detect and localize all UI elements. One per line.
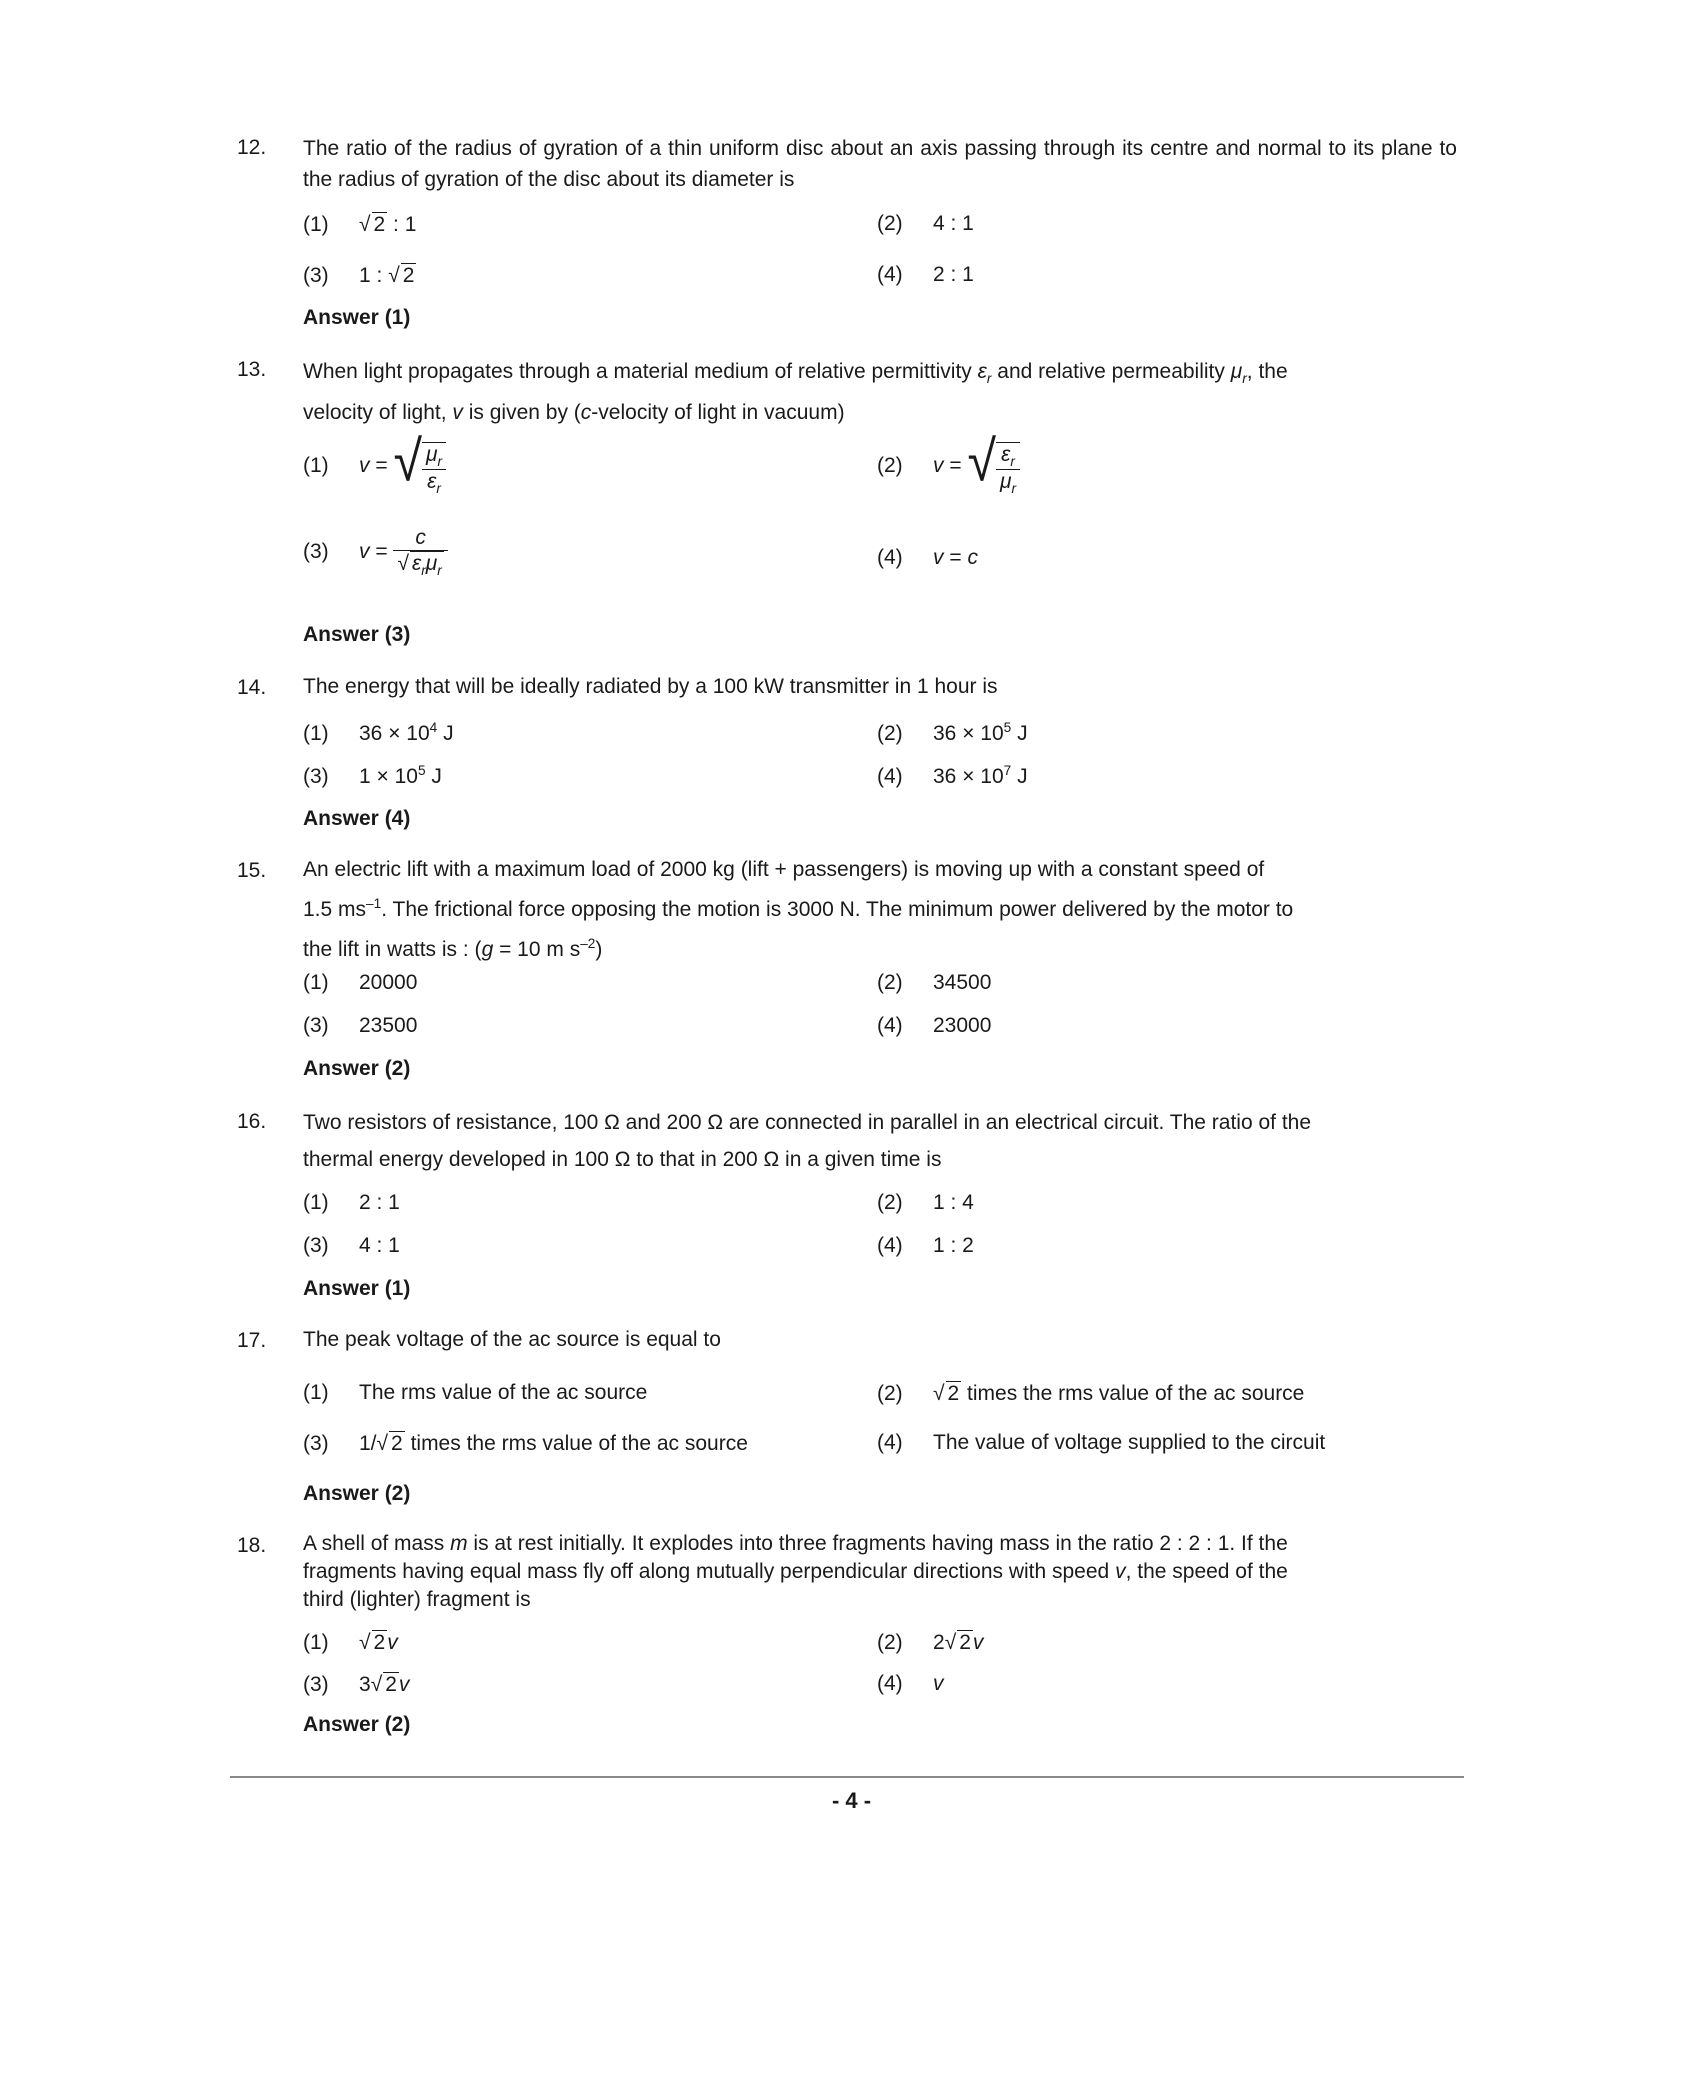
option-label: (1)	[303, 722, 329, 745]
option-value: √ $\frac{\varepsilon_r}{\mu_r}$	[967, 436, 1020, 496]
option-1	[303, 1191, 400, 1215]
option-value: √ 2 times the rms value of the ac source	[933, 1382, 1305, 1405]
option-label: (1)	[303, 213, 329, 236]
option-label: (4)	[877, 765, 903, 788]
question-text	[303, 1530, 1457, 1614]
question-text-line-2: thermal energy developed in 100 Ω to that in 200 Ω in a given time is	[303, 1148, 942, 1171]
option-label: (4)	[877, 263, 903, 286]
answer-label: Answer (2)	[303, 1482, 411, 1505]
option-value: 20000	[359, 971, 418, 994]
question-number: 17.	[237, 1329, 267, 1352]
option-value: $1 \times 10^5$ J	[359, 763, 442, 788]
question-text-line-1: A shell of mass m is at rest initially. It explodes into three fragments having mass in the ratio 2 : 2 : 1. If the	[303, 1532, 1288, 1555]
question-number: 14.	[237, 676, 267, 699]
option-4	[877, 546, 978, 570]
option-label: (3)	[303, 1014, 329, 1037]
option-label: (2)	[877, 212, 903, 235]
option-label: (1)	[303, 1191, 329, 1214]
question-text	[303, 355, 1457, 430]
option-label: (4)	[877, 1672, 903, 1695]
question-number: 15.	[237, 859, 267, 882]
question-number: 18.	[237, 1534, 267, 1557]
option-label: (4)	[877, 1431, 903, 1454]
answer-label: Answer (1)	[303, 306, 411, 329]
question-text-line-1: Two resistors of resistance, 100 Ω and 200 Ω are connected in parallel in an electrical circuit. The ratio of the	[303, 1111, 1312, 1134]
option-value: $36 \times 10^4$ J	[359, 720, 454, 745]
option-1	[303, 1381, 647, 1405]
answer-label: Answer (4)	[303, 807, 411, 830]
option-label: (3)	[303, 264, 329, 287]
option-value: 23000	[933, 1014, 992, 1037]
option-value: √ $\frac{\mu_r}{\varepsilon_r}$	[393, 436, 446, 496]
answer-label: Answer (3)	[303, 623, 411, 646]
option-1	[303, 720, 454, 746]
option-2	[877, 720, 1028, 746]
question-text: The peak voltage of the ac source is equal to	[303, 1328, 721, 1351]
page-number: - 4 -	[831, 1788, 872, 1813]
question-text: The ratio of the radius of gyration of a thin uniform disc about an axis passing through its centre and normal to its plane to the radius of gyration of the disc about its diameter is	[303, 137, 1457, 191]
question-text-line-2: fragments having equal mass fly off along mutually perpendicular directions with speed v, the speed of the	[303, 1560, 1288, 1583]
option-4	[877, 1672, 944, 1696]
footer-divider	[230, 1776, 1464, 1778]
option-label: (3)	[303, 765, 329, 788]
option-2	[877, 1381, 1304, 1406]
option-label: (2)	[877, 1382, 903, 1405]
option-value: $36 \times 10^5$ J	[933, 720, 1028, 745]
option-value: √ 2 : 1	[359, 213, 417, 236]
answer-label: Answer (2)	[303, 1057, 411, 1080]
option-value: v = c	[933, 546, 978, 569]
option-label: (1)	[303, 454, 329, 478]
option-3	[303, 1431, 748, 1456]
question-text	[303, 1104, 1457, 1178]
option-3	[303, 763, 442, 789]
option-value: 23500	[359, 1014, 418, 1037]
option-value: 1 : √ 2	[359, 264, 415, 287]
option-value: The rms value of the ac source	[359, 1381, 648, 1404]
question-text: The energy that will be ideally radiated by a 100 kW transmitter in 1 hour is	[303, 675, 998, 698]
option-value: 2 : 1	[359, 1191, 400, 1214]
option-3	[303, 1234, 400, 1258]
option-3	[303, 263, 416, 288]
option-2: (2) v = √ $\frac{\varepsilon_r}{\mu_r}$	[877, 436, 1020, 496]
option-label: (2)	[877, 1631, 903, 1654]
option-label: (1)	[303, 1631, 329, 1654]
option-label: (2)	[877, 971, 903, 994]
option-4	[877, 263, 974, 287]
option-label: (3)	[303, 1234, 329, 1257]
answer-label: Answer (2)	[303, 1713, 411, 1736]
option-4	[877, 763, 1028, 789]
option-1	[303, 212, 416, 237]
question-text-line-3: the lift in watts is : (g = 10 m $s^{-2}$)	[303, 936, 603, 961]
option-1: (1) v = √ $\frac{\mu_r}{\varepsilon_r}$	[303, 436, 446, 496]
option-2	[877, 1191, 974, 1215]
option-value: 3√ 2v	[359, 1673, 410, 1696]
option-3: (3) v = $\frac{c}{√ \varepsilon_r\mu_r}$	[303, 526, 448, 578]
option-label: (2)	[877, 722, 903, 745]
question-number: 12.	[237, 136, 267, 159]
question-text-line-2: 1.5 $ms^{-1}$. The frictional force opposing the motion is 3000 N. The minimum power delivered by the motor to	[303, 896, 1294, 921]
option-value: The value of voltage supplied to the circuit	[933, 1431, 1326, 1454]
option-value: 4 : 1	[359, 1234, 400, 1257]
option-label: (4)	[877, 546, 903, 569]
option-label: (1)	[303, 1381, 329, 1404]
option-value: 2 : 1	[933, 263, 974, 286]
question-text-line-1: An electric lift with a maximum load of 2000 kg (lift + passengers) is moving up with a constant speed of	[303, 858, 1265, 881]
option-label: (3)	[303, 540, 329, 564]
option-value: 4 : 1	[933, 212, 974, 235]
option-value: $36 \times 10^7$ J	[933, 763, 1028, 788]
option-label: (1)	[303, 971, 329, 994]
option-label: (2)	[877, 454, 903, 478]
option-4	[877, 1014, 991, 1038]
option-2	[877, 1630, 983, 1655]
question-text-line-3: third (lighter) fragment is	[303, 1588, 531, 1611]
question-number: 13.	[237, 358, 267, 381]
option-4	[877, 1431, 1325, 1455]
question-number: 16.	[237, 1110, 267, 1133]
option-value: 1 : 4	[933, 1191, 974, 1214]
option-label: (4)	[877, 1014, 903, 1037]
question-text	[303, 853, 1457, 967]
option-value: 2√ 2v	[933, 1631, 984, 1654]
option-1	[303, 1630, 398, 1655]
option-value: √ 2v	[359, 1631, 398, 1654]
option-value: $\frac{c}{√ \varepsilon_r\mu_r}$	[393, 526, 447, 578]
option-value: 1/√ 2 times the rms value of the ac source	[359, 1432, 748, 1455]
option-1	[303, 971, 417, 995]
question-text-line-1: When light propagates through a material medium of relative permittivity $\varepsilon_r$ and relative permeability $\mu_r$, the	[303, 360, 1288, 387]
option-label: (3)	[303, 1432, 329, 1455]
option-3	[303, 1014, 417, 1038]
option-3	[303, 1672, 409, 1697]
option-label: (4)	[877, 1234, 903, 1257]
option-label: (3)	[303, 1673, 329, 1696]
answer-label: Answer (1)	[303, 1277, 411, 1300]
option-value: 1 : 2	[933, 1234, 974, 1257]
option-value: 34500	[933, 971, 992, 994]
option-4	[877, 1234, 974, 1258]
question-text-line-2: velocity of light, v is given by (c-velocity of light in vacuum)	[303, 401, 845, 425]
option-2	[877, 212, 974, 236]
option-value: v	[933, 1672, 944, 1695]
option-2	[877, 971, 991, 995]
option-label: (2)	[877, 1191, 903, 1214]
